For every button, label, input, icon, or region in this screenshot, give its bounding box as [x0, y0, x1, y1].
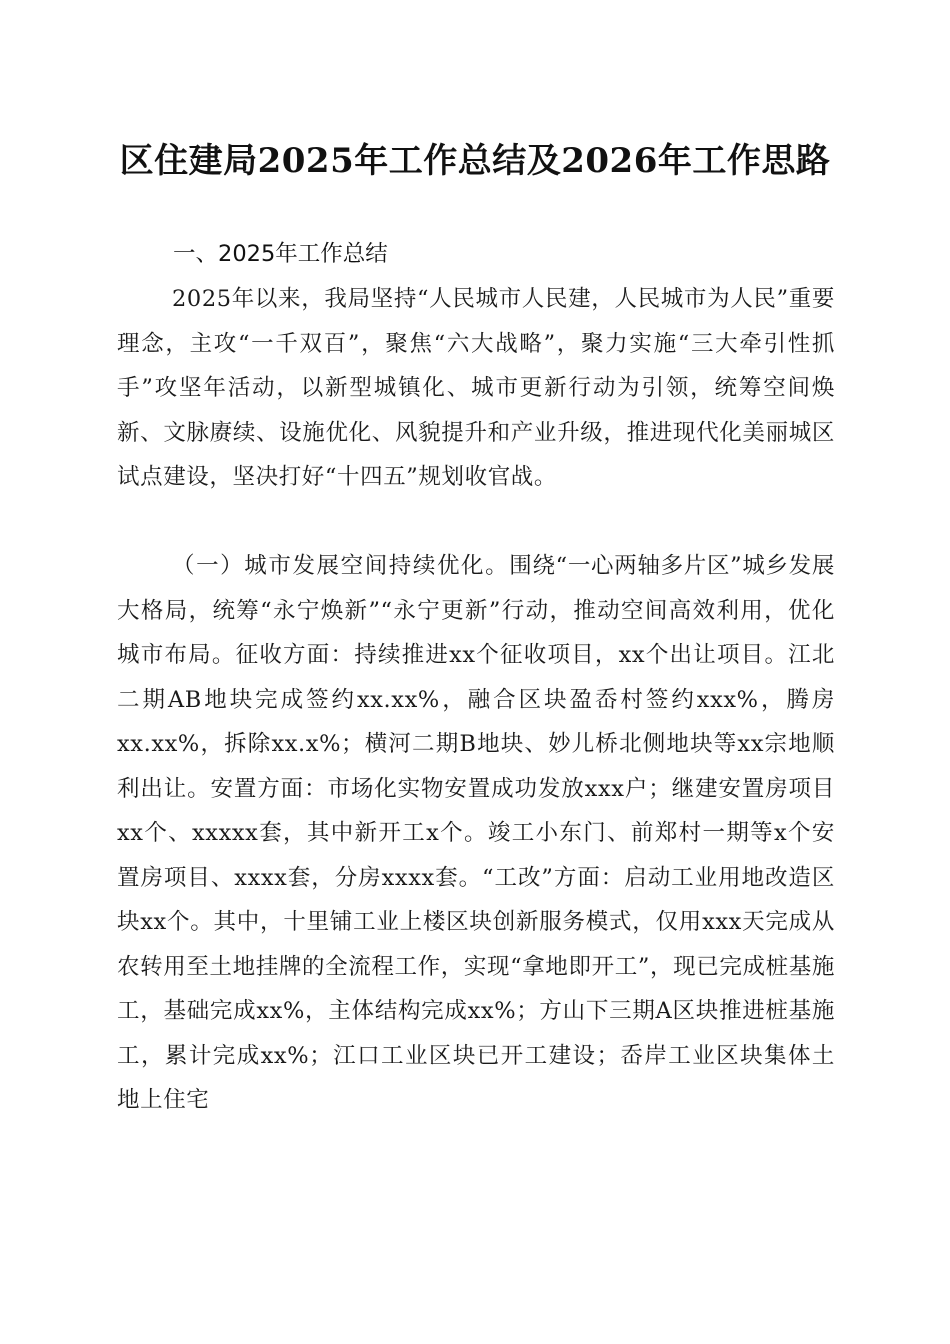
intro-paragraph: 2025年以来，我局坚持“人民城市人民建，人民城市为人民”重要理念，主攻“一千双百”，聚焦“六大战略”，聚力实施“三大牵引性抓手”攻坚年活动，以新型城镇化、城市更新行动为引领，统筹空间焕新、文脉赓续、设施优化、风貌提升和产业升级，推进现代化美丽城区试点建设，坚决打好“十四五”规划收官战。 [117, 286, 835, 490]
subsection-body: 围绕“一心两轴多片区”城乡发展大格局，统筹“永宁焕新”“永宁更新”行动，推动空间高效利用，优化城市布局。征收方面：持续推进xx个征收项目，xx个出让项目。江北二期AB地块完成签约xx.xx%，融合区块盈岙村签约xxx%，腾房xx.xx%，拆除xx.x%；横河二期B地块、妙儿桥北侧地块等xx宗地顺利出让。安置方面：市场化实物安置成功发放xxx户；继建安置房项目xx个、xxxxx套，其中新开工x个。竣工小东门、前郑村一期等x个安置房项目、xxxx套，分房xxxx套。“工改”方面：启动工业用地改造区块xx个。其中，十里铺工业上楼区块创新服务模式，仅用xxx天完成从农转用至土地挂牌的全流程工作，实现“拿地即开工”，现已完成桩基施工，基础完成xx%，主体结构完成xx%；方山下三期A区块推进桩基施工，累计完成xx%；江口工业区块已开工建设；岙岸工业区块集体土地上住宅 [117, 553, 835, 1113]
section-heading: 一、2025年工作总结 [173, 241, 388, 267]
subsection-heading: （一）城市发展空间持续优化。 [172, 553, 510, 579]
subsection-paragraph [117, 544, 835, 1123]
document-title: 区住建局2025年工作总结及2026年工作思路 [119, 141, 831, 181]
